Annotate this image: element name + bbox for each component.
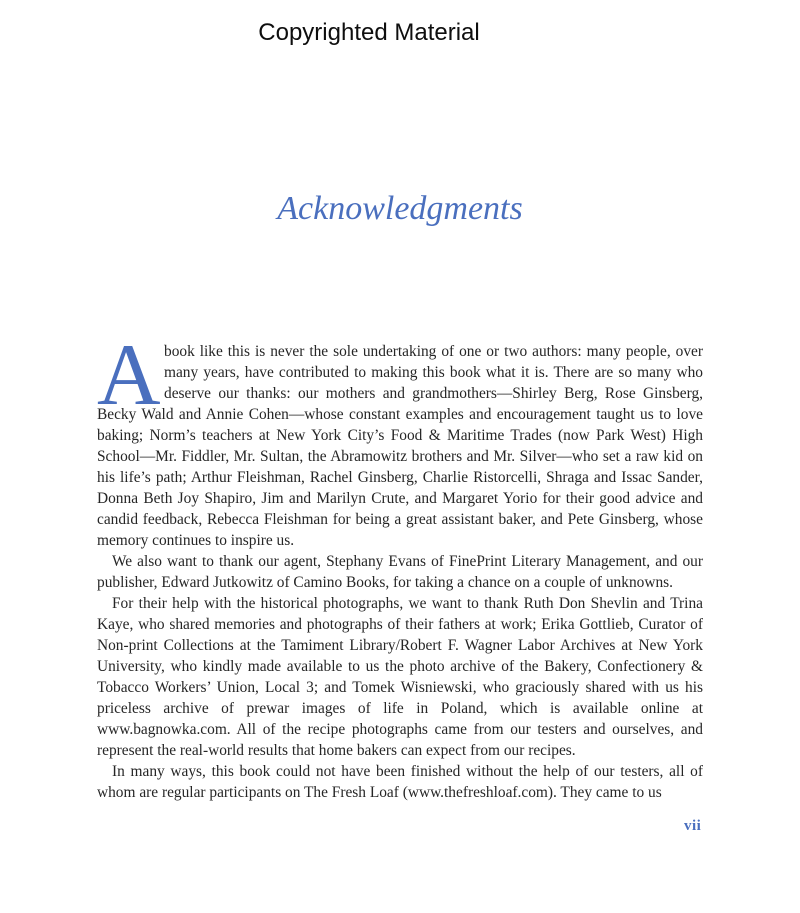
page-number: vii [684,818,702,834]
paragraph: For their help with the historical photographs, we want to thank Ruth Don Shevlin and Trina Kaye, who shared memories and photographs of their fathers at work; Erika Gottlieb, Curator of Non-print Collections at the Tamiment Library/Robert F. Wagner Labor Archives at New York University, who kindly made available to us the photo archive of the Bakery, Confectionery & Tobacco Workers’ Union, Local 3; and Tomek Wisniewski, who graciously shared with us his priceless archive of prewar images of life in Poland, which is available online at www.bagnowka.com. All of the recipe photographs came from our testers and ourselves, and represent the real-world results that home bakers can expect from our recipes. [97,595,703,759]
dropcap-letter: A [97,327,161,424]
paragraph-text: book like this is never the sole undertaking of one or two authors: many people, over many years, have contributed to making this book what it is. There are so many who deserve our thanks: our mothers and grandmothers—Shirley Berg, Rose Ginsberg, Becky Wald and Annie Cohen—whose constant examples and encouragement taught us to love baking; Norm’s teachers at New York City’s Food & Maritime Trades (now Park West) High School—Mr. Fiddler, Mr. Sultan, the Abramowitz brothers and Mr. Silver—who set a raw kid on his life’s path; Arthur Fleishman, Rachel Ginsberg, Charlie Ristorcelli, Shraga and Issac Sander, Donna Beth Joy Shapiro, Jim and Marilyn Crute, and Margaret Yorio for their good advice and candid feedback, Rebecca Fleishman for being a great assistant baker, and Pete Ginsberg, whose memory continues to inspire us. [97,343,703,549]
copyright-watermark: Copyrighted Material [258,19,480,46]
paragraph: In many ways, this book could not have been finished without the help of our testers, all of whom are regular participants on The Fresh Loaf (www.thefreshloaf.com). They came to us [97,763,703,801]
paragraph: We also want to thank our agent, Stephany Evans of FinePrint Literary Management, and our publisher, Edward Jutkowitz of Camino Books, for taking a chance on a couple of unknowns. [97,553,703,591]
paragraph [97,327,703,551]
page-title: Acknowledgments [277,190,523,227]
body-text [97,327,703,803]
